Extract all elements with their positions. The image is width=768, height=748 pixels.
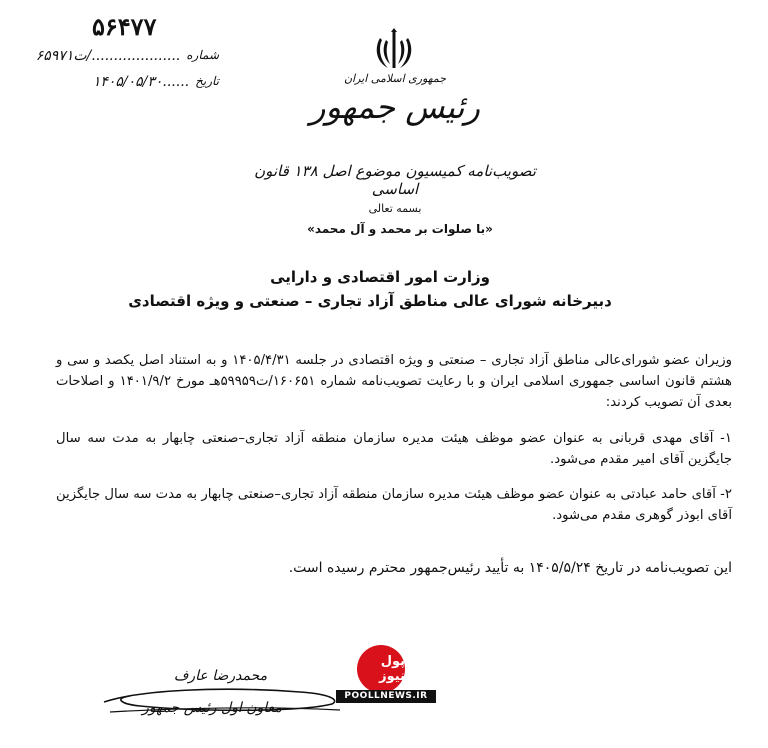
president-office-title: رئیس جمهور (310, 88, 480, 126)
letter-date-row (4, 74, 219, 90)
approval-title: تصویب‌نامه کمیسیون موضوع اصل ۱۳۸ قانون اساسی (254, 162, 536, 198)
number-value: ۶۵۹۷۱ت/.................... (35, 48, 181, 64)
recipient-secretariat: دبیرخانه شورای عالی مناطق آزاد تجاری – صنعتی و ویژه اقتصادی (128, 292, 612, 310)
body-final-statement: این تصویب‌نامه در تاریخ ۱۴۰۵/۵/۲۴ به تأیید رئیس‌جمهور محترم رسیده است. (288, 560, 732, 576)
signatory-name: محمدرضا عارف (173, 668, 268, 684)
body-item-1: ۱- آقای مهدی قربانی به عنوان عضو موظف هیئت مدیره سازمان منطقه آزاد تجاری–صنعتی چابهار به مدت سه سال جایگزین آقای امیر مقدم می‌شود. (56, 431, 732, 467)
document-number: ۵۶۴۷۷ (92, 12, 157, 41)
recipient-ministry: وزارت امور اقتصادی و دارایی (270, 268, 490, 286)
country-name: جمهوری اسلامی ایران (343, 72, 447, 85)
iran-emblem-icon (370, 26, 418, 74)
salawat: «با صلوات بر محمد و آل محمد» (307, 222, 493, 236)
watermark-url: POOLLNEWS.IR (336, 690, 436, 703)
bismillah: بسمه تعالی (368, 202, 422, 215)
body-item-2: ۲- آقای حامد عبادتی به عنوان عضو موظف هیئت مدیره سازمان منطقه آزاد تجاری–صنعتی چابهار به مدت سه سال جایگزین آقای ابوذر گوهری مقدم می‌شود. (56, 487, 732, 523)
watermark-logo: پول نیوز (357, 645, 405, 693)
letter-number-row (4, 48, 219, 64)
date-value: ۱۴۰۵/۰۵/۳۰...... (92, 74, 190, 90)
number-label: شماره (186, 48, 219, 62)
signatory-title: معاون اول رئیس جمهور (142, 700, 282, 716)
date-label: تاریخ (195, 74, 219, 88)
body-intro-paragraph: وزیران عضو شورای‌عالی مناطق آزاد تجاری – صنعتی و ویژه اقتصادی در جلسه ۱۴۰۵/۴/۳۱ و به استناد اصل یکصد و سی و هشتم قانون اساسی جمهوری اسلامی ایران و با رعایت تصویب‌نامه شماره ۱۶۰۶۵۱/ت۵۹۹۵۹هـ مورخ ۱۴۰۱/۹/۲ و اصلاحات بعدی آن تصویب کردند: (56, 353, 732, 410)
